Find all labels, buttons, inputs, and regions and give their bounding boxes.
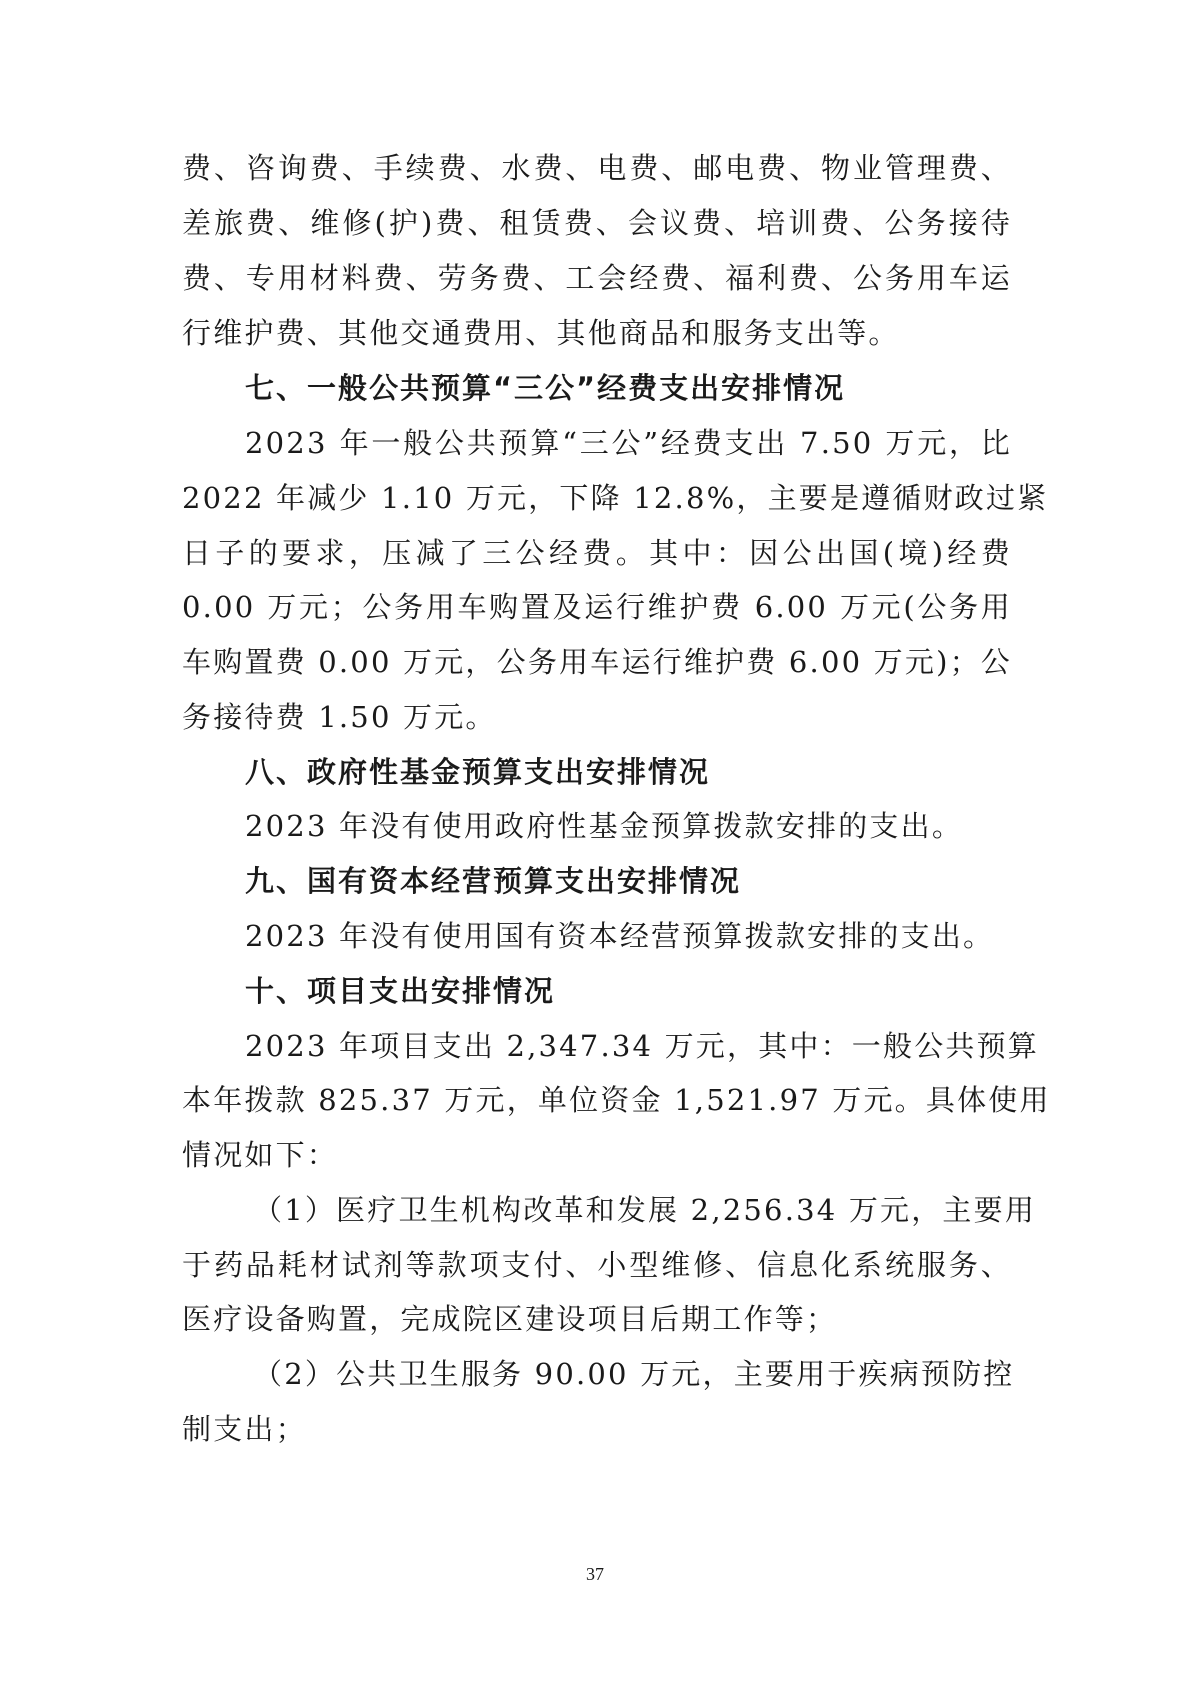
page-number: 37 [586, 1564, 604, 1584]
body-text-line: 本年拨款 825.37 万元，单位资金 1,521.97 万元。具体使用 [182, 1083, 1051, 1117]
list-item-text: 制支出； [182, 1412, 307, 1446]
list-item-text: 医疗设备购置，完成院区建设项目后期工作等； [182, 1302, 838, 1336]
body-text-line: 2023 年没有使用国有资本经营预算拨款安排的支出。 [245, 919, 995, 953]
body-text-line: 情况如下： [182, 1138, 339, 1172]
section-heading-10: 十、项目支出安排情况 [245, 974, 556, 1008]
body-text-line: 2023 年一般公共预算“三公”经费支出 7.50 万元，比 [245, 426, 1012, 460]
body-text-line: 务接待费 1.50 万元。 [182, 700, 497, 734]
body-text-line: 车购置费 0.00 万元，公务用车运行维护费 6.00 万元)；公 [182, 645, 1012, 679]
list-item-text: （2）公共卫生服务 90.00 万元，主要用于疾病预防控 [253, 1357, 1015, 1391]
body-text-line: 行维护费、其他交通费用、其他商品和服务支出等。 [182, 316, 900, 350]
section-heading-7: 七、一般公共预算“三公”经费支出安排情况 [245, 371, 846, 405]
body-text-line: 日子的要求，压减了三公经费。其中：因公出国(境)经费 [182, 536, 1012, 570]
body-text-line: 费、专用材料费、劳务费、工会经费、福利费、公务用车运 [182, 261, 1012, 295]
body-text-line: 差旅费、维修(护)费、租赁费、会议费、培训费、公务接待 [182, 206, 1012, 240]
list-item-text: （1）医疗卫生机构改革和发展 2,256.34 万元，主要用 [253, 1193, 1037, 1227]
body-text-line: 2023 年没有使用政府性基金预算拨款安排的支出。 [245, 809, 964, 843]
section-heading-8: 八、政府性基金预算支出安排情况 [245, 755, 711, 789]
section-heading-9: 九、国有资本经营预算支出安排情况 [245, 864, 742, 898]
body-text-line: 0.00 万元；公务用车购置及运行维护费 6.00 万元(公务用 [182, 590, 1012, 624]
body-text-line: 2023 年项目支出 2,347.34 万元，其中：一般公共预算 [245, 1029, 1039, 1063]
list-item-text: 于药品耗材试剂等款项支付、小型维修、信息化系统服务、 [182, 1248, 1012, 1282]
body-text-line: 费、咨询费、手续费、水费、电费、邮电费、物业管理费、 [182, 151, 1012, 185]
body-text-line: 2022 年减少 1.10 万元，下降 12.8%，主要是遵循财政过紧 [182, 481, 1049, 515]
